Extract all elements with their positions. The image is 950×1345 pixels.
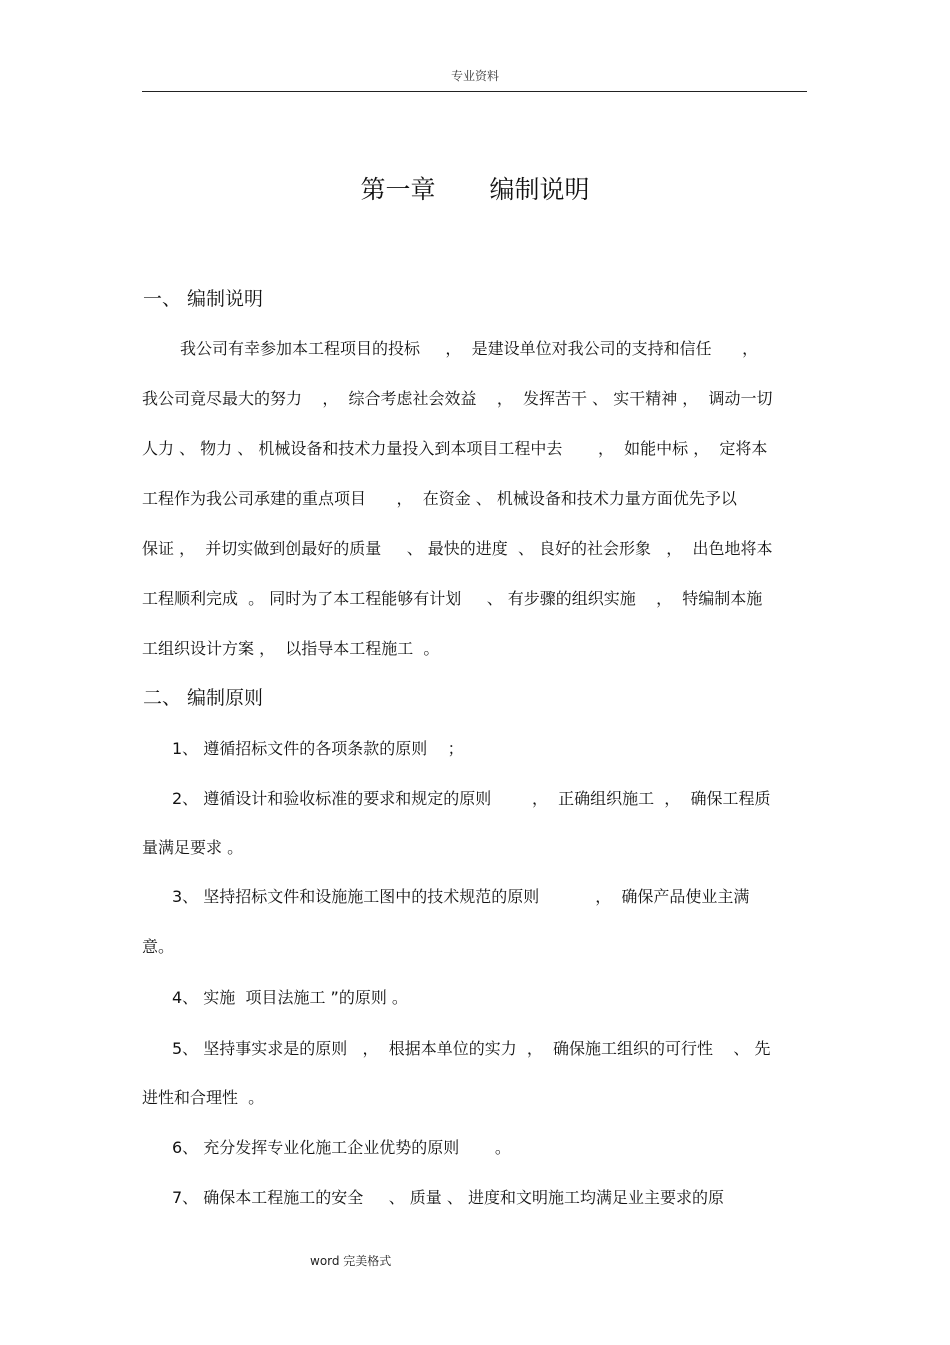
paragraph-line: 保证 ， 并切实做到创最好的质量 、 最快的进度 、 良好的社会形象 ， 出色地将本 <box>142 539 773 558</box>
header-divider <box>142 91 807 92</box>
principle-item: 4、 实施 项目法施工 ”的原则 。 <box>172 988 408 1007</box>
chapter-number: 第一章 <box>360 175 436 204</box>
principle-item: 3、 坚持招标文件和设施施工图中的技术规范的原则 ， 确保产品使业主满 <box>172 887 750 906</box>
chapter-name: 编制说明 <box>489 175 590 204</box>
section-heading-compile-notes: 一、 编制说明 <box>143 288 264 310</box>
paragraph-line: 工组织设计方案 ， 以指导本工程施工 。 <box>142 639 440 658</box>
section-heading-compile-principles: 二、 编制原则 <box>143 687 264 709</box>
paragraph-line: 我公司有幸参加本工程项目的投标 ， 是建设单位对我公司的支持和信任 ， <box>180 339 759 358</box>
principle-item-continued: 量满足要求 。 <box>142 838 244 857</box>
chapter-title <box>0 170 950 206</box>
principle-item: 2、 遵循设计和验收标准的要求和规定的原则 ， 正确组织施工 ， 确保工程质 <box>172 789 771 808</box>
principle-item: 5、 坚持事实求是的原则 ， 根据本单位的实力 ， 确保施工组织的可行性 、 先 <box>172 1039 771 1058</box>
principle-item-continued: 进性和合理性 。 <box>142 1088 265 1107</box>
paragraph-line: 工程顺利完成 。 同时为了本工程能够有计划 、 有步骤的组织实施 ， 特编制本施 <box>142 589 763 608</box>
page-footer: word 完美格式 <box>310 1254 392 1268</box>
principle-item-continued: 意。 <box>142 937 175 956</box>
paragraph-line: 我公司竟尽最大的努力 ， 综合考虑社会效益 ， 发挥苦干 、 实干精神 ， 调动一切 <box>142 389 773 408</box>
principle-item: 6、 充分发挥专业化施工企业优势的原则 。 <box>172 1138 511 1157</box>
page-header: 专业资料 <box>450 69 499 83</box>
paragraph-line: 工程作为我公司承建的重点项目 ， 在资金 、 机械设备和技术力量方面优先予以 <box>142 489 737 508</box>
principle-item: 1、 遵循招标文件的各项条款的原则 ； <box>172 739 464 758</box>
paragraph-line: 人力 、 物力 、 机械设备和技术力量投入到本项目工程中去 ， 如能中标 ， 定将本 <box>142 439 768 458</box>
principle-item: 7、 确保本工程施工的安全 、 质量 、 进度和文明施工均满足业主要求的原 <box>172 1188 724 1207</box>
